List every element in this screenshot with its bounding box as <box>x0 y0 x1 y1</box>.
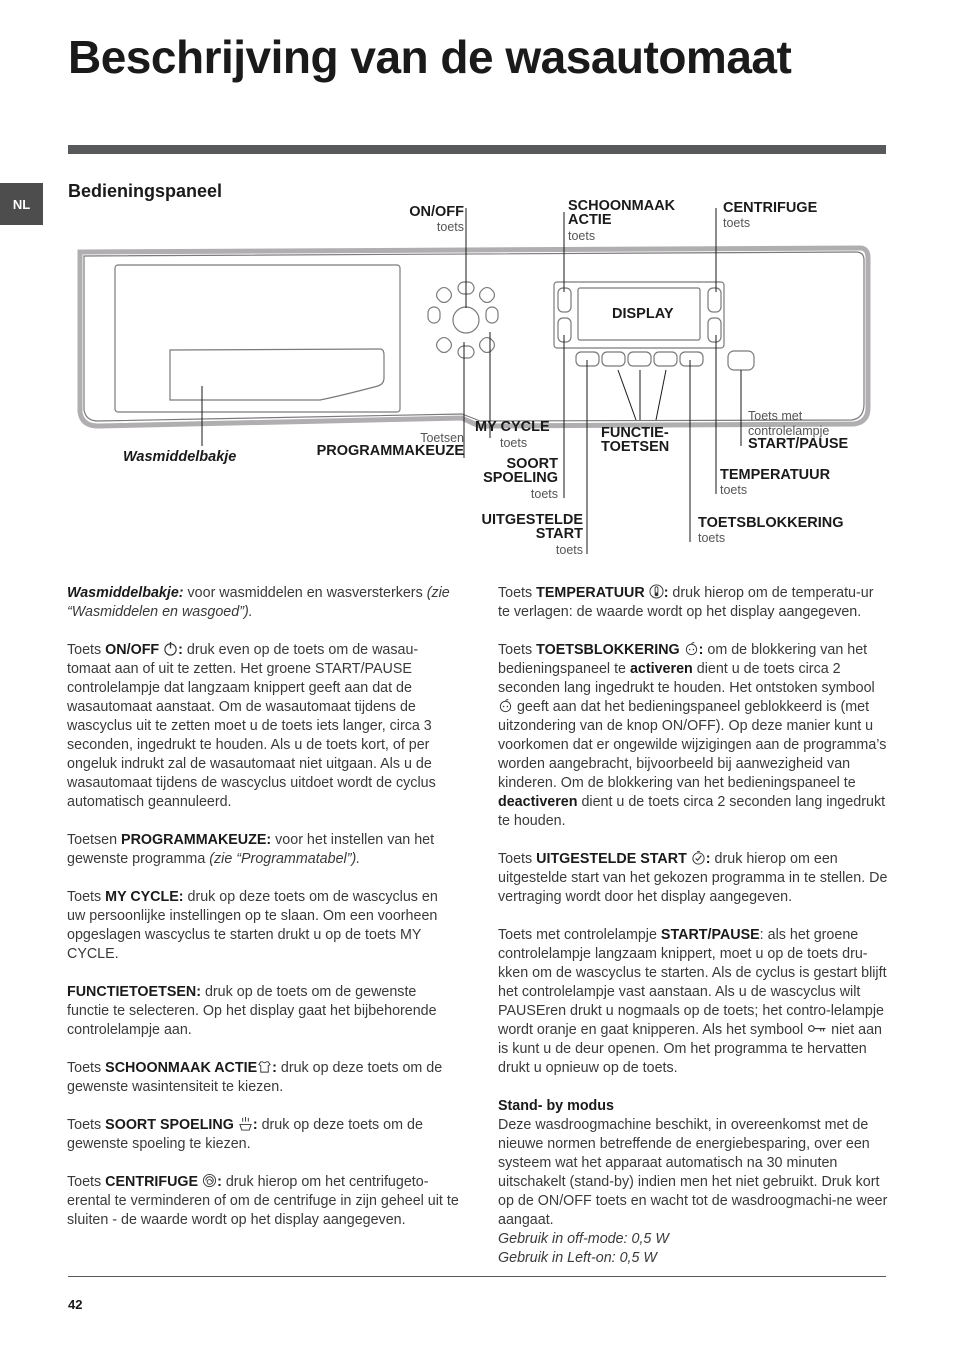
section-title: Bedieningspaneel <box>68 181 223 201</box>
para-wasmiddelbakje: Wasmiddelbakje: voor wasmiddelen en wasversterkers (zie “Wasmiddelen en wasgoed”). <box>67 585 450 620</box>
shirt-icon <box>257 1059 272 1074</box>
control-panel-diagram <box>0 0 954 600</box>
clock-icon <box>691 850 706 865</box>
para-uitgestelde-start: Toets UITGESTELDE START : druk hierop om een uitgestelde start van het gekozen programma in te stellen. De vertraging wordt door het display aangegeven. <box>498 851 888 905</box>
label-mycycle-toets: toets <box>500 436 528 450</box>
standby-section <box>498 1097 888 1268</box>
para-functietoetsen: FUNCTIETOETSEN: druk op de toets om de gewenste functie te selecteren. Op het display gaat het bijbehorende controlelampje aan. <box>67 984 437 1038</box>
panel-outline <box>80 248 868 426</box>
thermometer-icon <box>649 584 664 599</box>
para-start-pause: Toets met controlelampje START/PAUSE: als het groene controlelampje langzaam knippert, moet u op de toets dru-kken om de wascyclus te starten. Als de cyclus is gestart blijft het controlelampje vast aanstaan. Als u de wascyclus wilt PAUSEren drukt u nogmaals op de toets; het contro-lelampje wordt oranje en gaat knipperen. Als het symbool niet aan is kunt u de deur openen. Om het programma te hervatten drukt u opnieuw op de toets. <box>498 927 887 1076</box>
label-soort-2: SPOELING <box>483 470 558 486</box>
label-onoff-toets: toets <box>436 220 464 234</box>
standby-title: Stand- by modus <box>498 1098 614 1114</box>
para-onoff: Toets ON/OFF : druk even op de toets om de wasau-tomaat aan of uit te zetten. Het groene START/PAUSE controlelampje dat langzaam knippert geeft aan dat de wasautomaat aanstaat. Om de wasautomaat tijdens de wascyclus uit te zetten moet u de toets iets langer, circa 3 seconden, ingedrukt te houden. Als u de toets kort, of per ongeluk indrukt zal de wasautomaat niet uitgaan. Als u de wasautomaat tijdens de wascyclus uitdoet wordt de cyclus automatisch geannuleerd. <box>67 642 436 810</box>
page-title: Beschrijving van de wasautomaat <box>68 31 792 83</box>
child-lock-icon <box>498 698 513 713</box>
label-uitgestelde-1: UITGESTELDE <box>481 512 583 528</box>
para-temperatuur: Toets TEMPERATUUR : druk hierop om de temperatu-ur te verlagen: de waarde wordt op het display aangegeven. <box>498 585 874 620</box>
para-schoonmaak: Toets SCHOONMAAK ACTIE : druk op deze toets om de gewenste wasintensiteit te kiezen. <box>67 1060 443 1095</box>
para-mycycle: Toets MY CYCLE: druk op deze toets om de wascyclus en uw persoonlijke instellingen op te slaan. Om een voorheen opgeslagen wascyclus te starten drukt u op de toets MY CYCLE. <box>67 889 438 962</box>
usage-off-mode: Gebruik in off-mode: 0,5 W <box>498 1231 669 1247</box>
power-icon <box>163 641 178 656</box>
language-tab: NL <box>0 183 43 225</box>
label-toetsblokkering-toets: toets <box>698 531 726 545</box>
page-number: 42 <box>68 1297 83 1312</box>
child-lock-icon <box>684 641 699 656</box>
label-display: DISPLAY <box>612 306 674 322</box>
selector-center <box>453 307 479 333</box>
usage-left-on: Gebruik in Left-on: 0,5 W <box>498 1250 657 1266</box>
label-schoonmaak-1: SCHOONMAAK <box>568 198 676 214</box>
standby-text: Deze wasdroogmachine beschikt, in overeenkomst met de nieuwe normen betreffende de energiebesparing, over een systeem wat het apparaat automatisch na 30 minuten uitschakelt (stand-by) indien men het niet gebruikt. Druk kort op de ON/OFF toets en wacht tot de wasdroogmachi-ne weer aangaat. <box>498 1117 888 1228</box>
label-soort-toets: toets <box>530 487 558 501</box>
rinse-icon <box>238 1116 253 1131</box>
label-wasmiddelbakje: Wasmiddelbakje <box>123 449 237 465</box>
key-icon <box>807 1021 827 1036</box>
label-centrifuge: CENTRIFUGE <box>723 200 818 216</box>
panel-inner-outline <box>84 252 864 421</box>
spin-icon <box>202 1173 217 1188</box>
para-programmakeuze: Toetsen PROGRAMMAKEUZE: voor het instellen van het gewenste programma (zie “Programmatabel”). <box>67 832 435 867</box>
label-mycycle: MY CYCLE <box>475 419 550 435</box>
label-toetsmet-1: Toets met <box>748 409 803 423</box>
label-onoff: ON/OFF <box>409 204 464 220</box>
label-schoonmaak-toets: toets <box>568 229 596 243</box>
para-soort-spoeling: Toets SOORT SPOELING : druk op deze toets om de gewenste spoeling te kiezen. <box>67 1117 423 1152</box>
left-column <box>67 584 460 1249</box>
label-toetsmet-2: controlelampje <box>748 424 830 438</box>
para-toetsblokkering: Toets TOETSBLOKKERING : om de blokkering van het bedieningspaneel te activeren dient u de toets circa 2 seconden lang ingedrukt te houden. Het ontstoken symbool geeft aan dat het bedieningspaneel geblokkeerd is (met uitzondering van de knop ON/OFF). Op deze manier kunt u voorkomen dat er ongewilde wijzigingen aan de programma’s worden aangebracht, bijvoorbeeld bij aanwezigheid van kinderen. Om de blokkering van het bedieningspaneel te deactiveren dient u de toets circa 2 seconden lang ingedrukt te houden. <box>498 642 887 829</box>
label-uitgestelde-2: START <box>535 526 583 542</box>
label-toetsen: Toetsen <box>420 431 464 445</box>
label-soort-1: SOORT <box>506 456 558 472</box>
footer-rule <box>68 1276 886 1277</box>
label-functie-2: TOETSEN <box>601 439 670 455</box>
label-temperatuur: TEMPERATUUR <box>720 467 831 483</box>
start-pause-key <box>728 351 754 370</box>
label-functie-1: FUNCTIE- <box>601 425 669 441</box>
program-keys <box>428 282 498 358</box>
label-schoonmaak-2: ACTIE <box>568 212 612 228</box>
label-temperatuur-toets: toets <box>720 483 748 497</box>
right-column <box>498 584 888 1268</box>
label-toetsblokkering: TOETSBLOKKERING <box>698 515 844 531</box>
para-centrifuge: Toets CENTRIFUGE : druk hierop om het centrifugeto-erental te verminderen of om de centrifuge in zijn geheel uit te sluiten - de waarde wordt op het display aangegeven. <box>67 1174 459 1228</box>
label-uitgestelde-toets: toets <box>555 543 583 557</box>
drawer-outline <box>115 265 400 412</box>
label-programmakeuze: PROGRAMMAKEUZE <box>316 443 464 459</box>
label-centrifuge-toets: toets <box>723 216 751 230</box>
label-startpause: START/PAUSE <box>748 436 849 452</box>
